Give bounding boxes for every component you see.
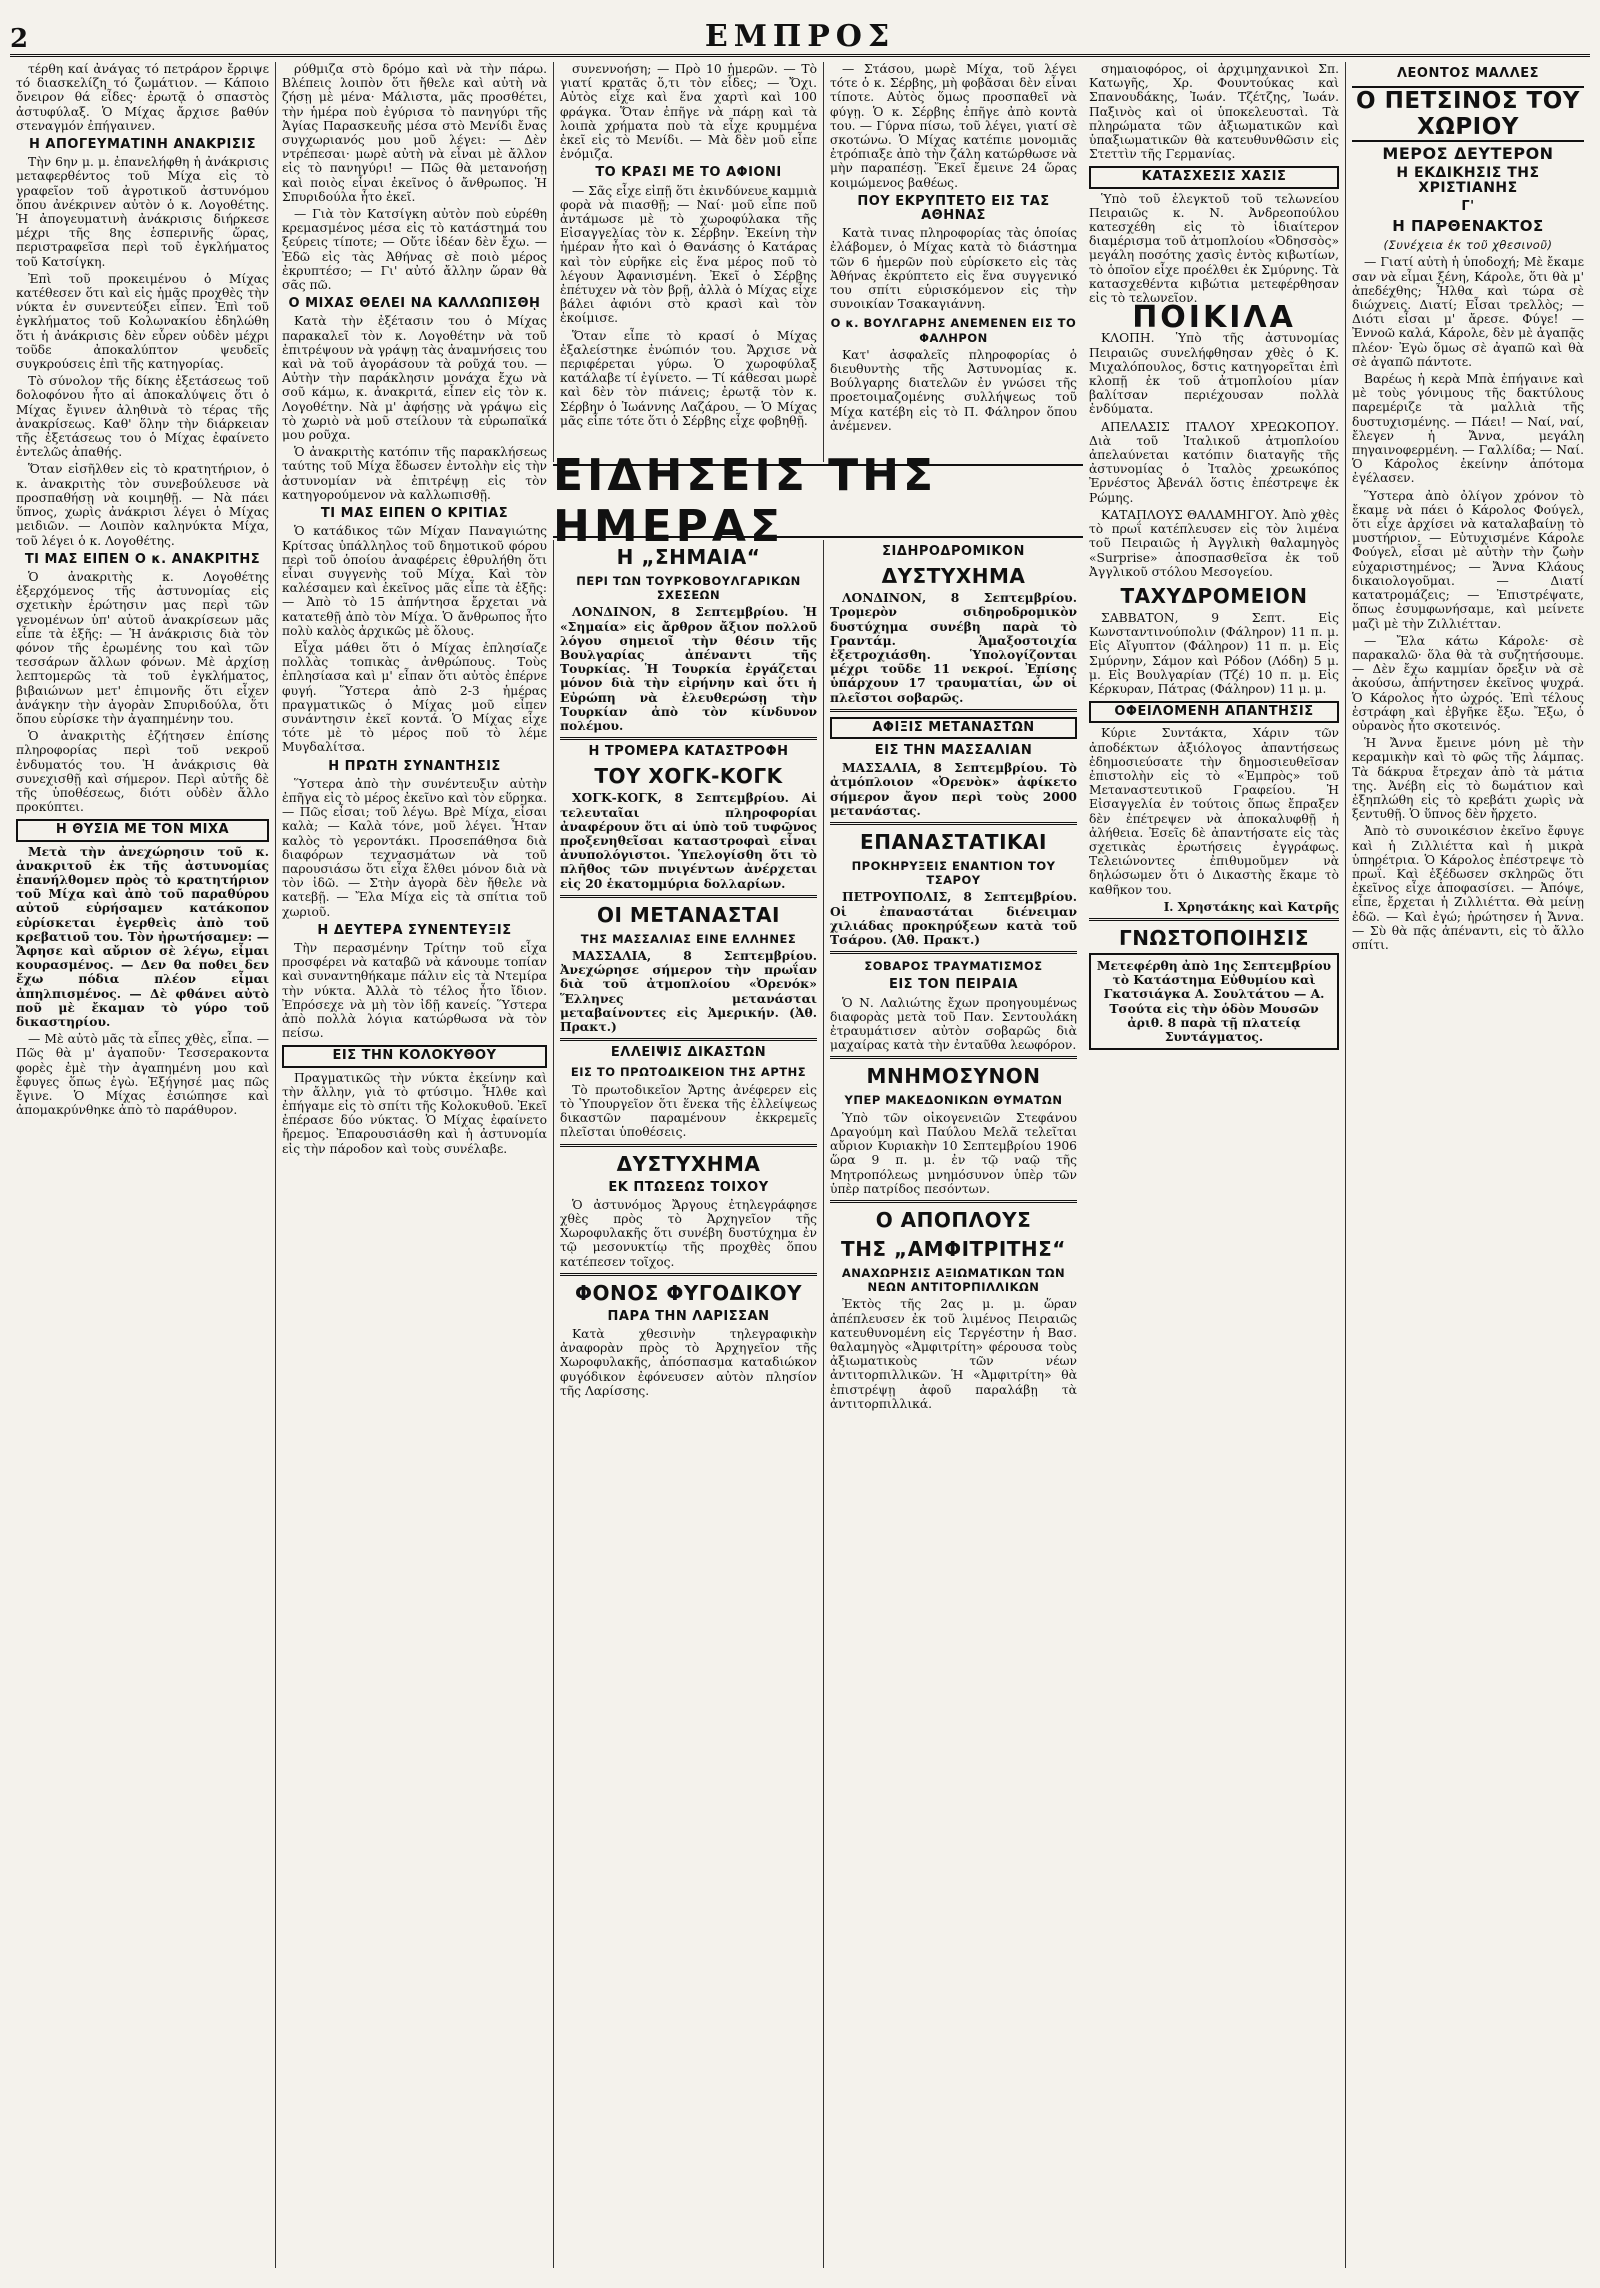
paragraph: Ὁ ἀνακριτὴς κατόπιν τῆς παρακλήσεως ταύτης τοῦ Μίχα ἔδωσεν ἐντολὴν εἰς τὴν ἀστυνομίαν νὰ ἐπιτρέψῃ εἰς τὸν κατηγορούμενον νὰ καλλωπισθῇ. bbox=[282, 445, 547, 502]
column-4-top bbox=[823, 62, 1083, 462]
section-heading: Η „ΣΗΜΑΙΑ“ bbox=[616, 545, 761, 569]
paragraph: Ἐπὶ τοῦ προκειμένου ὁ Μίχας κατέθεσεν ὅτι καὶ εἰς ἡμᾶς προχθὲς τὴν νύκτα ἐν συνεντεύξει εἶπεν. Ἐπὶ τοῦ ἐγκλήματος τοῦ Κολωνακίου ἐδηλώθη ὅτι ἡ ἀνάκρισις δὲν εὗρεν οὐδὲν μέχρι τοῦδε ἀποκαλύπτον ψευδεῖς συγκρούσεις ἐπὶ τῆς κατηγορίας. bbox=[16, 271, 269, 372]
section-heading: ΔΥΣΤΥΧΗΜΑ bbox=[881, 564, 1026, 589]
section-heading: ΔΥΣΤΥΧΗΜΑ bbox=[616, 1151, 761, 1176]
section-heading: ΓΝΩΣΤΟΠΟΙΗΣΙΣ bbox=[1119, 925, 1309, 950]
paragraph: ΜΑΣΣΑΛΙΑ, 8 Σεπτεμβρίου. Τὸ ἀτμόπλοιον «Ὀρενὸκ» ἀφίκετο σήμερον ἄγον περὶ τοὺς 2000 μετανάστας. bbox=[830, 760, 1077, 818]
serial-subtitle: Η ΕΚΔΙΚΗΣΙΣ ΤΗΣ ΧΡΙΣΤΙΑΝΗΣ bbox=[1396, 165, 1540, 196]
paragraph: Ὅταν εἰσῆλθεν εἰς τὸ κρατητήριον, ὁ κ. ἀνακριτὴς τὸν συνεβούλευσε νὰ προσπαθήσῃ νὰ κοιμηθῇ. — Νὰ πάει ὕπνος, χωρὶς ἀνάκρισι λέγει ὁ Μίχας μειδιῶν. — Λοιπὸν καληνύκτα Μίχα, τοῦ λέγει ὁ κ. Λογοθέτης. bbox=[16, 462, 269, 548]
column-3-bottom bbox=[553, 540, 823, 2268]
paragraph: συνεννοήση; — Πρὸ 10 ἡμερῶν. — Τὸ γιατί κρατᾶς ὅ,τι τὸν εἶδες; — Ὄχι. Αὐτὸς εἶχε καὶ ἕνα χαρτὶ καὶ 100 φράγκα. Ὅταν ἐπῆγε νὰ πάρῃ καὶ τὰ λοιπὰ χρήματα ποὺ τὰ εἶχε κρυμμένα ἐκεῖ εἰς τὸ Μενίδι. — Μὰ δὲν μοῦ εἶπε ἐνόμιζα. bbox=[560, 62, 817, 162]
paragraph: Ἐκτὸς τῆς 2ας μ. μ. ὥραν ἀπέπλευσεν ἐκ τοῦ λιμένος Πειραιῶς κατευθυνομένη εἰς Τεργέστην ἡ Βασ. θαλαμηγὸς «Ἀμφιτρίτη» φέρουσα τοὺς ἀξιωματικοὺς τῶν νέων ἀντιτορπιλλικῶν. Ἡ «Ἀμφιτρίτη» θὰ ἐπιστρέψῃ ἀφοῦ παραλάβῃ τὰ ἀντιτορπιλλικά. bbox=[830, 1297, 1077, 1411]
notice-box: Μετεφέρθη ἀπὸ 1ης Σεπτεμβρίου τὸ Κατάστημα Εὐθυμίου καὶ Γκατσιάγκα Α. Σουλτάτου — Α. Τσούτα εἰς τὴν ὁδὸν Μουσῶν ἀριθ. 8 παρὰ τῇ πλατείᾳ Συντάγματος. bbox=[1089, 953, 1339, 1050]
paragraph: ΚΛΟΠΗ. Ὑπὸ τῆς ἀστυνομίας Πειραιῶς συνελήφθησαν χθὲς ὁ Κ. Μιχαλόπουλος, δστις κατηγορεῖται ἐπὶ κλοπῇ ἐκ τοῦ ἀτμοπλοίου μίαν βαλίτσαν περιέχουσαν πολλὰ ἐνδύματα. bbox=[1089, 331, 1339, 417]
column-1 bbox=[10, 62, 275, 2268]
column-6-serial bbox=[1345, 62, 1590, 2268]
section-heading: ΕΙΣ ΤΗΝ ΚΟΛΟΚΥΘΟΥ bbox=[282, 1045, 547, 1067]
serial-chapter-title: Η ΠΑΡΘΕΝΑΚΤΟΣ bbox=[1392, 217, 1544, 236]
section-heading: Η ΘΥΣΙΑ ΜΕ ΤΟΝ ΜΙΧΑ bbox=[16, 819, 269, 841]
paragraph: Ὕστερα ἀπὸ τὴν συνέντευξιν αὐτὴν ἐπῆγα εἰς τὸ μέρος ἐκεῖνο καὶ τὸν εὕρηκα. — Πῶς εἶσαι; τοῦ λέγω. Βρὲ Μίχα, εἶσαι καλὰ; — Καλὰ τόνε, μοῦ λέγει. Ἦταν καλὸς τὸ γεροντάκι. Προσεπάθησα διὰ διαφόρων τεχνασμάτων νὰ τοῦ παρουσιάσω ὅτι εἶχα ἔλθει μόνον διὰ νὰ τὸν ἰδῶ. — Στὴν ἀγορὰ δὲν ἤθελε νὰ κατεβῇ. — Ἔλα Μίχα εἰς τὰ σπίτια τοῦ χωριοῦ. bbox=[282, 776, 547, 919]
section-heading: ΣΙΔΗΡΟΔΡΟΜΙΚΟΝ bbox=[882, 544, 1025, 559]
paragraph: Ὁ ἀνακριτὴς ἐζήτησεν ἐπίσης πληροφορίας περὶ τοῦ νεκροῦ ἐνδυματός του. Ἡ ἀνάκρισις θὰ συνεχισθῇ καὶ σήμερον. Περὶ αὐτῆς δὲ τῆς ὑποθέσεως, διότι οὐδὲν ἄλλο προκύπτει. bbox=[16, 729, 269, 815]
section-heading: ΑΦΙΞΙΣ ΜΕΤΑΝΑΣΤΩΝ bbox=[830, 717, 1077, 739]
section-heading: ΤΗΣ „ΑΜΦΙΤΡΙΤΗΣ“ bbox=[841, 1236, 1066, 1261]
paragraph: Κύριε Συντάκτα, Χάριν τῶν ἀποδέκτων ἀξιόλογος ἀπαντήσεως ἐδημοσιεύσατε τὴν δημοσιευθεῖσαν ἐπιστολὴν εἰς τὸ «Ἐμπρὸς» τοῦ Μεταναστευτικοῦ Γραφείου. Ἡ Εἰσαγγελία ἐν τούτοις ὅπως ἔπραξεν δὲν ἐπέτρεψεν νὰ ἀποκαλυφθῇ ἡ ἀλήθεια. Ἐσεῖς δὲ ἀπαντήσατε εἰς τὰς σχετικὰς ἐρωτήσεις ἐγγράφως. Τελειώνοντες ἐπιθυμοῦμεν νὰ δηλώσωμεν ὅτι ὁ Δικαστὴς ἔκαμε τὸ καθῆκον του. bbox=[1089, 726, 1339, 897]
paragraph: Ὑπὸ τοῦ ἐλεγκτοῦ τοῦ τελωνείου Πειραιῶς κ. Ν. Ἀνδρεοπούλου κατεσχέθη εἰς τὸ ἰδιαίτερον διαμέρισμα τοῦ ἀτμοπλοίου «Ὀδησσὸς» μεγάλη ποσότης χασὶς ἐντὸς κιβωτίων, τὸ ὁποῖον εἶχε προέλθει ἐκ Σμύρνης. Τὰ κατασχεθέντα κιβώτια μετεφέρθησαν εἰς τὸ τελωνεῖον. bbox=[1089, 191, 1339, 306]
banner-title: ΕΙΔΗΣΕΙΣ ΤΗΣ ΗΜΕΡΑΣ bbox=[553, 450, 938, 552]
section-subheading: ΥΠΕΡ ΜΑΚΕΔΟΝΙΚΩΝ ΘΥΜΑΤΩΝ bbox=[844, 1093, 1063, 1108]
paragraph: — Σᾶς εἶχε εἰπῇ ὅτι ἐκινδύνευε καμμιὰ φορὰ νὰ πιασθῇ; — Ναί· μοῦ εἶπε ποῦ ἀντάμωσε μὲ τὸ χωροφύλακα τῆς Εἰσαγγελίας τὸν κ. Σέρβην. Ἐκείνη τὴν ἡμέραν ἦτο καὶ ὁ Θανάσης ὁ Κατάρας καὶ τὸν εὑρῆκε εἰς ἕνα μέρος ποῦ τὸ λέγουν Ἀφανισμένη. Ἐκεῖ ὁ Σέρβης ἐπέτυχεν νὰ τὸν βρῇ, ἀλλὰ ὁ Μίχας εἶχε βάλει ἀφιόνι στὸ κρασὶ καὶ τὸν ἐκοίμισε. bbox=[560, 183, 817, 326]
section-heading: Ο ΑΠΟΠΛΟΥΣ bbox=[875, 1207, 1032, 1232]
newspaper-page bbox=[10, 10, 1590, 2268]
section-heading: ΚΑΤΑΣΧΕΣΙΣ ΧΑΣΙΣ bbox=[1089, 166, 1339, 188]
paragraph: Ὅταν εἶπε τὸ κρασί ὁ Μίχας ἐξαλείστηκε ἐνώπιόν του. Ἄρχισε νὰ περιφέρεται γύρω. Ὁ χωροφύλαξ κατάλαβε τί ἐγίνετο. — Τί κάθεσαι μωρὲ καὶ δὲν τὸν πιάνεις; ἐρωτᾷ τὸν κ. Σέρβην ὁ Ἰωάννης Λαζάρου. — Ὁ Μίχας μᾶς εἶπε τότε ὅτι ὁ Σέρβης εἶχε φοβηθῇ. bbox=[560, 328, 817, 428]
section-heading: Η ΔΕΥΤΕΡΑ ΣΥΝΕΝΤΕΥΞΙΣ bbox=[317, 922, 512, 938]
section-subheading: ΕΙΣ ΤΟΝ ΠΕΙΡΑΙΑ bbox=[888, 977, 1019, 993]
column-3 bbox=[553, 62, 823, 462]
paragraph: — Ἔλα κάτω Κάρολε· σὲ παρακαλῶ· ὅλα θὰ τὰ συζητήσουμε. — Δὲν ἔχω καμμίαν ὄρεξιν νὰ σὲ ἀκούσω, ἀπήντησεν ἐκεῖνος ψυχρά. Ὁ Κάρολος ἦτο ὠχρός. Ἐπὶ τέλους ἐστράφη καὶ ἐβγῆκε ἔξω. Ἔξω, ὁ οὐρανὸς ἦτο σκοτεινός. bbox=[1352, 633, 1584, 733]
paragraph: Πραγματικῶς τὴν νύκτα ἐκείνην καὶ τὴν ἄλλην, γιὰ τὸ φτύσιμο. Ἦλθε καὶ ἐπήγαμε εἰς τὸ σπίτι τῆς Κολοκυθοῦ. Ἐκεῖ ἐπέρασε δύο νύκτας. Ὁ Μίχας ἐφαίνετο ἤρεμος. Ἐπαρουσιάσθη καὶ ἡ ἀστυνομία εἰς τὴν πάροδον καὶ τοὺς συνέλαβε. bbox=[282, 1070, 547, 1156]
column-2 bbox=[275, 62, 553, 2268]
section-heading: ΠΟΥ ΕΚΡΥΠΤΕΤΟ ΕΙΣ ΤΑΣ ΑΘΗΝΑΣ bbox=[857, 193, 1050, 224]
newspaper-title: ΕΜΠΡΟΣ bbox=[704, 19, 896, 54]
section-heading: ΤΟΥ ΧΟΓΚ-ΚΟΓΚ bbox=[594, 764, 783, 789]
section-heading: ΤΙ ΜΑΣ ΕΙΠΕΝ Ο κ. ΑΝΑΚΡΙΤΗΣ bbox=[24, 551, 261, 567]
serial-title: Ο ΠΕΤΣΙΝΟΣ ΤΟΥ ΧΩΡΙΟΥ bbox=[1352, 86, 1584, 142]
paragraph: Ὁ Ν. Λαλιώτης ἔχων προηγουμένως διαφορὰς μετὰ τοῦ Παν. Σεντουλάκη ἐτραυμάτισεν αὐτὸν σοβαρῶς διὰ μαχαίρας κατὰ τὴν ἐνταῦθα λεωφόρον. bbox=[830, 995, 1077, 1053]
paragraph: Εἶχα μάθει ὅτι ὁ Μίχας ἐπλησίαζε πολλὰς τοπικὰς ἀνθρώπους. Τοὺς ἐπλησίασα καὶ μ' εἶπαν ὅτι αὐτὸς ἐπέρνε φυγή. Ὕστερα ἀπὸ 2-3 ἡμέρας πραγματικῶς ὁ Μίχας μοῦ εἶπεν συνάντησιν ἐκεῖ κοντά. Ὁ Μίχας εἶχε τότε μὲ τὸ μέρος ποῦ τὸ λέμε Μυγδαλίτσα. bbox=[282, 640, 547, 755]
paragraph: — Στάσου, μωρὲ Μίχα, τοῦ λέγει τότε ὁ κ. Σέρβης, μὴ φοβᾶσαι δὲν εἶναι τίποτε. Αὐτὸς ὅμως προσπαθεῖ νὰ φύγῃ. Ὁ κ. Σέρβης ἐπῆγε ἀπὸ κοντὰ του. — Γύρνα πίσω, τοῦ λέγει, γιατί σὲ σκοτώνω. Ὁ Μίχας κατέπιε μονομιᾶς ἐτρόπιαξε ἀπὸ τὴν ζάλη κατώρθωσε νὰ μὴν παραπέσῃ. Ἔκεῖ ἔμεινε 24 ὥρας κοιμώμενος βαθέως. bbox=[830, 62, 1077, 190]
section-heading: ΤΙ ΜΑΣ ΕΙΠΕΝ Ο ΚΡΙΤΙΑΣ bbox=[320, 506, 509, 522]
serial-author: ΛΕΟΝΤΟΣ ΜΑΛΛΕΣ bbox=[1396, 66, 1540, 81]
paragraph: Ὕστερα ἀπὸ ὀλίγον χρόνον τὸ ἔκαμε νὰ πάει ὁ Κάρολος Φούγελ, ὅτι εἶχε ἀρχίσει νὰ καταλαβαίνῃ τὸ μυστήριον. — Εὐτυχισμένε Κάρολε Φούγελ, εἶσαι μὲ αὐτὴν τὴν ζωὴν εὐχαριστημένος; — Ἄννα Κλάους δικαιολογοῦμαι. — Διατί κατατρομάζεις; — Ἐπιστρέψατε, ὅπως ἐσυμφωνήσαμε, καὶ μείνετε μαζὶ μὲ τὴν Ζιλλιέτταν. bbox=[1352, 488, 1584, 631]
section-subheading: ΑΝΑΧΩΡΗΣΙΣ ΑΞΙΩΜΑΤΙΚΩΝ ΤΩΝ ΝΕΩΝ ΑΝΤΙΤΟΡΠΙΛΛΙΚΩΝ bbox=[841, 1265, 1066, 1295]
paragraph: Κατὰ τινας πληροφορίας τὰς ὁποίας ἐλάβομεν, ὁ Μίχας κατὰ τὸ διάστημα τῶν 6 ἡμερῶν ποὺ εὑρίσκετο εἰς τὰς Ἀθήνας ἐκρύπτετο εἰς ἕνα συγγενικό του σπίτι εὑρισκόμενον εἰς τὴν συνοικίαν Τσακαγιάννη. bbox=[830, 226, 1077, 312]
paragraph: Ὑπὸ τῶν οἰκογενειῶν Στεφάνου Δραγούμη καὶ Παύλου Μελᾶ τελεῖται αὔριον Κυριακὴν 10 Σεπτεμβρίου 1906 ὥρα 9 π. μ. ἐν τῷ ναῷ τῆς Μητροπόλεως μνημόσυνον ὑπὲρ τῶν ὑπὲρ πατρίδος πεσόντων. bbox=[830, 1110, 1077, 1196]
section-heading: ΤΑΧΥΔΡΟΜΕΙΟΝ bbox=[1120, 583, 1308, 608]
paragraph: ρύθμιζα στὸ δρόμο καὶ νὰ τὴν πάρω. Βλέπεις λοιπὸν ὅτι ἤθελε καὶ αὐτὴ νὰ ζήσῃ μὲ μένα· Μάλιστα, μᾶς προσθέτει, τὴν ἡμέρα ποὺ ἐγύρισα τὸ πανηγύρι τῆς Ἁγίας Παρασκευῆς μέσα στὸ Μενίδι ἔνας συγχωριανός μου μοῦ λέγει: — Δὲν ντρέπεσαι· μωρὲ αὐτὴ νὰ εἶναι μὲ ἄλλον εἰς τὸ πανηγύρι! — Πῶς θὰ μετανοήσῃ καὶ ποιὸς εἶναι ἐκεῖνος ὁ ἄνθρωπος. Ἡ Σπυριδούλα ἦτο ἐκεῖ. bbox=[282, 62, 547, 204]
paragraph: Ἡ Ἄννα ἔμεινε μόνη μὲ τὴν κεραμικὴν καὶ τὸ φῶς τῆς λάμπας. Τὰ δάκρυα ἔτρεχαν ἀπὸ τὰ μάτια της. Ἀνέβη εἰς τὸ δωμάτιον καὶ ἐξηπλώθη εἰς τὸ κρεβάτι χωρὶς νὰ ξεντυθῇ. Ὁ ὕπνος δὲν ἤρχετο. bbox=[1352, 736, 1584, 822]
paragraph: Κατ' ἀσφαλεῖς πληροφορίας ὁ διευθυντὴς τῆς Ἀστυνομίας κ. Βούλγαρης διατελῶν ἐν γνώσει τῆς προετοιμαζομένης συλλήψεως τοῦ Μίχα κατέβη εἰς τὸ Π. Φάληρον ὅπου ἀνέμενεν. bbox=[830, 347, 1077, 433]
paragraph: ΛΟΝΔΙΝΟΝ, 8 Σεπτεμβρίου. Ἡ «Σημαία» εἰς ἄρθρον ἄξιον πολλοῦ λόγου σημειοῖ τὴν θέσιν τῆς Βουλγαρίας ἀπέναντι τῆς Τουρκίας. Ἡ Τουρκία ἐργάζεται μόνον διὰ τὴν εἰρήνην καὶ ὅτι ἡ Εὐρώπη νὰ ἐλευθερώσῃ τὴν Τουρκίαν ἀπὸ τὸν κίνδυνον πολέμου. bbox=[560, 604, 817, 734]
column-4-bottom bbox=[823, 540, 1083, 2268]
section-heading: ΜΝΗΜΟΣΥΝΟΝ bbox=[866, 1064, 1041, 1089]
paragraph: Τὸ σύνολον τῆς δίκης ἐξετάσεως τοῦ δολοφόνου ἦτο αἱ ἀποκαλύψεις ὅτι ὁ Μίχας ἔγινεν ἀληθινὰ τὸ τέρας τῆς ἀνακρίσεως. Καθ' ὅλην τὴν διάρκειαν τῆς ἐξετάσεως του ὁ Μίχας ἐφαίνετο ἐντελῶς ἀπαθής. bbox=[16, 374, 269, 460]
paragraph: Κατὰ τὴν ἐξέτασιν του ὁ Μίχας παρακαλεῖ τὸν κ. Λογοθέτην νὰ τοῦ ἐπιτρέψουν νὰ γράψῃ τὰς ἀναμνήσεις του καὶ νὰ τοῦ ἀγοράσουν τὰ ροῦχά του. — Αὐτὴν τὴν παράκλησιν μονάχα ἔχω νὰ σοῦ κάμω, κ. ἀνακριτά, εἶπεν εἰς τὸν κ. Λογοθέτην. Νὰ μ' ἀφήσῃς νὰ γράψω εἰς τὸ χωριὸ νὰ μοῦ στείλουν τὰ εὐρωπαϊκά μου ροῦχα. bbox=[282, 314, 547, 443]
section-heading: ΦΟΝΟΣ ΦΥΓΟΔΙΚΟΥ bbox=[574, 1280, 802, 1305]
paragraph: Μετὰ τὴν ἀνεχώρησιν τοῦ κ. ἀνακριτοῦ ἐκ τῆς ἀστυνομίας ἐπανήλθομεν πρὸς τὸ κρατητήριον τοῦ Μίχα καὶ ἀπὸ τοῦ παραθύρου αὐτοῦ εὑρήσαμεν κατάκοπον εὐρίσκεται ἐγερθεὶς ἀπὸ τοῦ κρεβατιοῦ του. Τὸν ἠρωτήσαμεν: — Ἄφησε καὶ αὔριον σὲ λέγω, εἶμαι κουρασμένος. — Δεν θα ποθει δεν ἔχω πόδια πλέον εἶμαι ἀπηλπισμένος. — Δὲ φθάνει αὐτὸ ποῦ μὲ ἔκαμαν τὸ γύρο τοῦ δικαστηρίου. bbox=[16, 843, 269, 1029]
section-heading: Η ΠΡΩΤΗ ΣΥΝΑΝΤΗΣΙΣ bbox=[328, 758, 501, 774]
paragraph: ΧΟΓΚ-ΚΟΓΚ, 8 Σεπτεμβρίου. Αἱ τελευταῖαι πληροφορίαι ἀναφέρουν ὅτι αἱ ὑπὸ τοῦ τυφῶνος προξενηθεῖσαι καταστροφαὶ εἶναι ἀνυπολόγιστοι. Ὑπελογίσθη ὅτι τὸ πλῆθος τῶν πνιγέντων ἀνέρχεται εἰς 20 ἑκατομμύρια δολλαρίων. bbox=[560, 790, 817, 891]
paragraph: Κατὰ χθεσινὴν τηλεγραφικὴν ἀναφορὰν πρὸς τὸ Ἀρχηγεῖον τῆς Χωροφυλακῆς, ἀπόσπασμα καταδιώκον φυγόδικον ἐφόνευσεν αὐτὸν πλησίον τῆς Λαρίσσης. bbox=[560, 1326, 817, 1398]
paragraph: — Μὲ αὐτὸ μᾶς τὰ εἶπες χθὲς, εἶπα. — Πῶς θὰ μ' ἀγαποῦν· Τεσσερακοντα φορὲς ἐμὲ τὴν ἀγαπημένη μου καὶ ἔφυγες ὅπως ἐγὼ. Ἐξήγησέ μας πῶς ἔγινε. Ὁ Μίχας ἐσιώπησε καὶ ἀπομακρύνθηκε ἀπὸ τὸ παράθυρον. bbox=[16, 1032, 269, 1118]
section-subheading: ΠΡΟΚΗΡΥΞΕΙΣ ΕΝΑΝΤΙΟΝ ΤΟΥ ΤΣΑΡΟΥ bbox=[851, 859, 1056, 888]
paragraph: Τὸ πρωτοδικεῖον Ἄρτης ἀνέφερεν εἰς τὸ Ὑπουργεῖον ὅτι ἕνεκα τῆς ἐλλείψεως δικαστῶν παραμένουν ἐκκρεμεῖς πλεῖσται ὑποθέσεις. bbox=[560, 1082, 817, 1140]
paragraph: Τὴν περασμένην Τρίτην τοῦ εἶχα προσφέρει νὰ καταβῶ νὰ κάνουμε τοπίαν καὶ συναντηθήκαμε πάλιν εἰς τὰ Ντεμίρα τὴν νύκτα. Ἀλλὰ τὸ τέλος ἦτο ἴδιον. Ἐπρόσεχε νὰ μὴ τὸν ἰδῇ κανείς. Ὕστερα ἀπὸ πολλὰ λόγια κατώρθωσα νὰ τὸν πείσω. bbox=[282, 940, 547, 1041]
section-heading: ΟΦΕΙΛΟΜΕΝΗ ΑΠΑΝΤΗΣΙΣ bbox=[1089, 701, 1339, 723]
section-subheading: ΕΙΣ ΤΗΝ ΜΑΣΣΑΛΙΑΝ bbox=[874, 743, 1033, 759]
paragraph: Ὁ ἀνακριτὴς κ. Λογοθέτης ἐξερχόμενος τῆς ἀστυνομίας εἰς σχετικὴν ἐρώτησιν μας περὶ τῶν γενομένων ὑπ' αὐτοῦ ἀνακρίσεων μᾶς εἶπε τὰ ἑξῆς: — Ἡ ἀνάκρισις διὰ τὸν φόνον τῆς ἐρωμένης του καὶ τῶν τεσσάρων ἄλλων φόνων. Μὲ ἀρχίσῃ λεπτομερῶς τὰ τοῦ ἐγκλήματος, βιβαιώνων μετ' ἐπιμονῆς ὅτι εἶχεν ἀνάγκην τὴν ἀγορὰν Σπυριδούλα, ὅτι ὅπου εὑρίσκε τὴν ἀγαπημένην του. bbox=[16, 569, 269, 726]
section-subheading: ΤΗΣ ΜΑΣΣΑΛΙΑΣ ΕΙΝΕ ΕΛΛΗΝΕΣ bbox=[580, 931, 797, 946]
paragraph: ΣΑΒΒΑΤΟΝ, 9 Σεπτ. Εἰς Κωνσταντινούπολιν (Φάληρον) 11 π. μ. Εἰς Αἴγυπτον (Φάληρον) 11 π. μ. Εἰς Σμύρνην, Σάμον καὶ Ρόδον (Λόδη) 5 μ. μ. Εἰς Βουλγαρίαν (Τζέ) 10 π. μ. Εἰς Κέρκυραν, Πάτρας (Φάληρον) 11 μ. μ. bbox=[1089, 610, 1339, 696]
section-heading: ΤΟ ΚΡΑΣΙ ΜΕ ΤΟ ΑΦΙΟΝΙ bbox=[595, 165, 782, 181]
paragraph: Τὴν 6ην μ. μ. ἐπανελήφθη ἡ ἀνάκρισις μεταφερθέντος τοῦ Μίχα εἰς τὸ γραφεῖον τοῦ ἀγροτικοῦ ἀστυνόμου ὅπου ἀνέκρινεν αὐτὸν ὁ κ. Λογοθέτης. Ἡ ἀπογευματινὴ ἀνάκρισις διήρκεσε μέχρι τῆς 8ης ἑσπερινῆς ὥρας, περιστραφεῖσα περὶ τοῦ ἐγκλήματος τοῦ Κατσίγκη. bbox=[16, 155, 269, 269]
section-subheading: ΠΑΡΑ ΤΗΝ ΛΑΡΙΣΣΑΝ bbox=[607, 1308, 770, 1324]
section-heading: ΕΛΛΕΙΨΙΣ ΔΙΚΑΣΤΩΝ bbox=[610, 1045, 767, 1061]
section-heading: ΕΠΑΝΑΣΤΑΤΙΚΑΙ bbox=[860, 830, 1047, 855]
paragraph: ΑΠΕΛΑΣΙΣ ΙΤΑΛΟΥ ΧΡΕΩΚΟΠΟΥ. Διὰ τοῦ Ἰταλικοῦ ἀτμοπλοίου ἀπελαύνεται κατόπιν διαταγῆς τῆς ἀστυνομίας ὁ Ἰταλὸς χρεωκόπος Ἐρνέστος Ἀβενάλ ὅστις ἐπέστρεψε ἐκ Ρώμης. bbox=[1089, 419, 1339, 505]
section-heading: Ο κ. ΒΟΥΛΓΑΡΗΣ ΑΝΕΜΕΝΕΝ ΕΙΣ ΤΟ ΦΑΛΗΡΟΝ bbox=[830, 316, 1077, 345]
section-heading: Η ΑΠΟΓΕΥΜΑΤΙΝΗ ΑΝΑΚΡΙΣΙΣ bbox=[28, 137, 256, 153]
paragraph: τέρθη καί ἀνάγας τό πετράρον ἔρριψε τό διασκελίζη τό ζωμάτιον. — Κάποιο ὄνειρον θά εἶδες· ἐρωτᾷ ὁ σπαστὸς ἀστυφύλαξ. Ὁ Μίχας ἄρχισε βαθύν στεναγμόν ἐπήγαινεν. bbox=[16, 62, 269, 133]
column-5 bbox=[1083, 62, 1345, 2268]
paragraph: — Γιὰ τὸν Κατσίγκη αὐτὸν ποὺ εὑρέθη κρεμασμένος μέσα εἰς τὸ κατάστημά του ξεύρεις τίποτε; — Οὔτε ἰδέαν δὲν ἔχω. — Ἐδῶ εἰς τὰς Ἀθήνας σὲ ποιὸ μέρος ἐκρυπτέσο; — Γι' αὐτό ἄλλην ὥραν θὰ σᾶς πῶ. bbox=[282, 207, 547, 293]
paragraph: σημαιοφόρος, οἱ ἀρχιμηχανικοὶ Σπ. Κατωγῆς, Χρ. Φουντούκας καὶ Σπανουδάκης, Ἰωάν. Τζέτζης, Ἰωάν. Παξινὸς καὶ οἱ ὑποκελευσταὶ. Τὰ πληρώματα τῶν ἀξιωματικῶν καὶ ὑπαξιωματικῶν θὰ κατευθυνθῶσιν εἰς Στεττὶν τῆς Γερμανίας. bbox=[1089, 62, 1339, 162]
paragraph: ΜΑΣΣΑΛΙΑ, 8 Σεπτεμβρίου. Ἀνεχώρησε σήμερον τὴν πρωΐαν διὰ τοῦ ἀτμοπλοίου «Ὀρενόκ» Ἕλληνες μετανάσται μεταβαίνοντες εἰς Ἀμερικήν. (Ἀθ. Πρακτ.) bbox=[560, 948, 817, 1035]
masthead bbox=[10, 10, 1590, 57]
serial-chapter: Γ' bbox=[1461, 198, 1475, 214]
paragraph: Ἀπὸ τὸ συνοικέσιον ἐκεῖνο ἔφυγε καὶ ἡ Ζιλλιέττα καὶ ἡ μικρὰ ὑπηρέτρια. Ὁ Κάρολος ἐπέστρεψε τὸ πρωΐ. Καὶ ἐξέδωσεν σκληρῶς ὅτι ἐκεῖνος εἶχε ἀποφασίσει. — Ἀπόψε, εἶπε, ἔρχεται ἡ Ζιλλιέττα. Θὰ μείνῃ ἐδῶ. — Καὶ ἐγώ; ἠρώτησεν ἡ Ἄννα. — Σὺ θὰ πᾷς ἀπέναντι, εἰς τὸ ἄλλο σπίτι. bbox=[1352, 824, 1584, 952]
serial-part: ΜΕΡΟΣ ΔΕΥΤΕΡΟΝ bbox=[1382, 144, 1554, 164]
paragraph: Ὁ κατάδικος τῶν Μίχαν Παναγιώτης Κρίτσας ὑπάλληλος τοῦ δημοτικοῦ φόρου περὶ τοῦ ὁποίου ἀναφέρεις ἐθρυλήθη ὅτι εἶναι συγγενὴς τοῦ Μίχα. Καὶ τὸν καλέσαμεν καὶ ἐκεῖνος μᾶς εἶπε τὰ ἑξῆς: — Ἀπὸ τὸ 15 ἀπήντησα ἔρχεται νὰ κατατεθῇ ἀπὸ τὸν Μίχα. Ὁ ἄνθρωπος ἦτο πολὺ καλὸς ἀρχικῶς μὲ ὅλους. bbox=[282, 524, 547, 638]
section-heading: Ο ΜΙΧΑΣ ΘΕΛΕΙ ΝΑ ΚΑΛΛΩΠΙΣΘῌ bbox=[288, 296, 541, 312]
section-heading: ΣΟΒΑΡΟΣ ΤΡΑΥΜΑΤΙΣΜΟΣ bbox=[864, 959, 1043, 974]
serial-continuation: (Συνέχεια ἐκ τοῦ χθεσινοῦ) bbox=[1383, 238, 1553, 253]
section-subheading: ΕΚ ΠΤΩΣΕΩΣ ΤΟΙΧΟΥ bbox=[608, 1179, 769, 1195]
paragraph: — Γιατί αὐτὴ ἡ ὑποδοχή; Μὲ ἔκαμε σαν νὰ εἶμαι ξένη, Κάρολε, ὅτι θὰ μ' ἀπεδέχθης; Ἦλθα καὶ τώρα σὲ διώχνεις. Διατί; Εἶσαι τρελλὸς; — Διότι εἶσαι μ' ἄρεσε. Φύγε! — Ἐννοῶ καλά, Κάρολε, δὲν μὲ ἀγαπᾷς πλέον· Ἐγὼ ὅμως σὲ ἀγαπῶ καὶ θὰ σὲ ἀγαπῶ πάντοτε. bbox=[1352, 255, 1584, 369]
section-subheading: ΠΕΡΙ ΤΩΝ ΤΟΥΡΚΟΒΟΥΛΓΑΡΙΚΩΝ ΣΧΕΣΕΩΝ bbox=[576, 574, 801, 603]
paragraph: ΚΑΤΑΠΛΟΥΣ ΘΑΛΑΜΗΓΟΥ. Ἀπὸ χθὲς τὸ πρωΐ κατέπλευσεν εἰς τὸν λιμένα τοῦ Πειραιῶς ἡ Ἀγγλικὴ θαλαμηγὸς «Surprise» ἀποσπασθεῖσα ἐκ τοῦ Ἀγγλικοῦ στόλου Μεσογείου. bbox=[1089, 507, 1339, 579]
columns bbox=[10, 62, 1590, 2268]
signature: Ι. Χρηστάκης καὶ Κατρῆς bbox=[1163, 899, 1339, 914]
paragraph: Ὁ ἀστυνόμος Ἄργους ἐτηλεγράφησε χθὲς πρὸς τὸ Ἀρχηγεῖον τῆς Χωροφυλακῆς ὅτι συνέβη δυστύχημα ἐν τῷ μεσονυκτίῳ τῆς προχθὲς ὅπου κατέπεσεν τοῖχος. bbox=[560, 1197, 817, 1269]
paragraph: Βαρέως ἡ κερὰ Μπὰ ἐπήγαινε καὶ μὲ τοὺς γόνιμους τῆς δακτύλους παρεμέριζε τὰ μαλλιὰ τῆς δυστυχισμένης. — Πάει! — Ναί, ναί, ἔλεγεν ἡ Ἄννα, μεγάλη πηγαινοφερμένη. — Γαλλίδα; — Ναί. Ὁ Κάρολος ἐκείνην ἀπότομα ἐγέλασεν. bbox=[1352, 372, 1584, 486]
paragraph: ΠΕΤΡΟΥΠΟΛΙΣ, 8 Σεπτεμβρίου. Οἱ ἐπαναστάται διένειμαν χιλιάδας προκηρύξεων κατὰ τοῦ Τσάρου. (Ἀθ. Πρακτ.) bbox=[830, 889, 1077, 948]
paragraph: ΛΟΝΔΙΝΟΝ, 8 Σεπτεμβρίου. Τρομερὸν σιδηροδρομικὸν δυστύχημα συνέβη παρὰ τὸ Γραντάμ. Ἁμαξοστοιχία ἐξετροχιάσθη. Ὑπολογίζονται μέχρι τοῦδε 11 νεκροί. Ἐπίσης ὑπάρχουν 17 τραυματίαι, ὧν οἱ πλεῖστοι σοβαρῶς. bbox=[830, 590, 1077, 705]
section-subheading: ΕΙΣ ΤΟ ΠΡΩΤΟΔΙΚΕΙΟΝ ΤΗΣ ΑΡΤΗΣ bbox=[570, 1065, 807, 1080]
poikila-heading: ΠΟΙΚΙΛΑ bbox=[1132, 300, 1296, 336]
section-heading: ΟΙ ΜΕΤΑΝΑΣΤΑΙ bbox=[596, 902, 781, 927]
section-heading: Η ΤΡΟΜΕΡΑ ΚΑΤΑΣΤΡΟΦΗ bbox=[588, 744, 789, 760]
page-number: 2 bbox=[10, 24, 29, 54]
